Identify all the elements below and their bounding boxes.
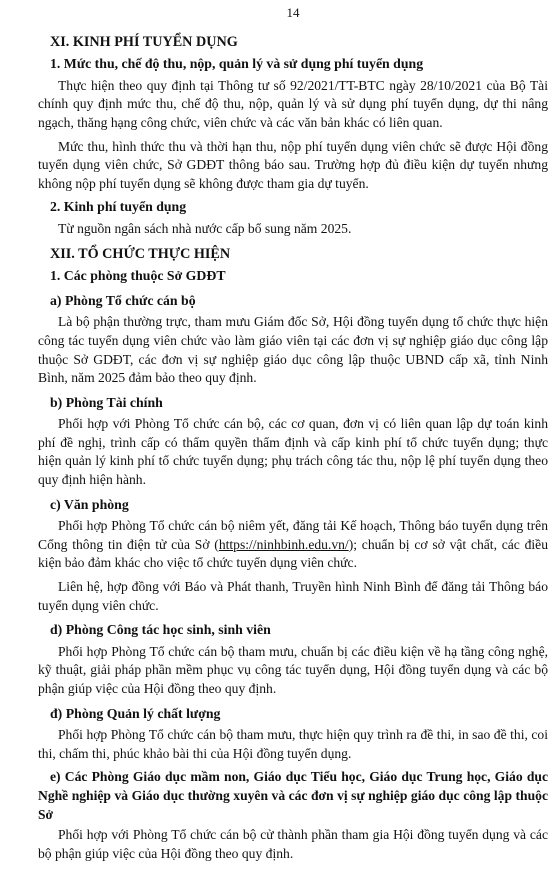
subsection-b-heading: b) Phòng Tài chính xyxy=(50,394,163,410)
paragraph: Là bộ phận thường trực, tham mưu Giám đốc Sở, Hội đồng tuyển dụng tổ chức thực hiện công tác tuyển dụng viên chức vào làm giáo viên tại các đơn vị sự nghiệp giáo dục công lập thuộc Sở GDĐT, các đơn vị sự nghiệp giáo dục công lập thuộc UBND cấp xã, tỉnh Ninh Bình, năm 2025 đảm bảo theo quy định. xyxy=(38,314,548,386)
paragraph: Liên hệ, hợp đồng với Báo và Phát thanh, Truyền hình Ninh Bình để đăng tải Thông báo tuyển dụng viên chức. xyxy=(38,579,548,613)
section-xi-1-heading: 1. Mức thu, chế độ thu, nộp, quản lý và sử dụng phí tuyển dụng xyxy=(50,56,424,72)
subsection-d-heading: d) Phòng Công tác học sinh, sinh viên xyxy=(50,622,271,638)
paragraph: Phối hợp Phòng Tổ chức cán bộ tham mưu, thực hiện quy trình ra đề thi, in sao đề thi, coi thi, chấm thi, phúc khảo bài thi của Hội đồng tuyển dụng. xyxy=(38,727,548,761)
text-span: Phối hợp Phòng Tổ chức cán bộ niêm yết, đăng tải Kế hoạch, Thông báo tuyển dụng trên Cổng thông tin điện tử của Sở ( xyxy=(38,518,548,552)
section-xii-1-heading: 1. Các phòng thuộc Sở GDĐT xyxy=(50,268,226,284)
subsection-e-heading: e) Các Phòng Giáo dục mầm non, Giáo dục Tiểu học, Giáo dục Trung học, Giáo dục Nghề nghiệp và Giáo dục thường xuyên và các đơn vị sự nghiệp giáo dục công lập thuộc Sở xyxy=(38,769,548,822)
paragraph: Từ nguồn ngân sách nhà nước cấp bổ sung năm 2025. xyxy=(58,220,352,236)
section-xi-2-heading: 2. Kinh phí tuyển dụng xyxy=(50,199,187,215)
subsection-dd-heading: đ) Phòng Quản lý chất lượng xyxy=(50,705,221,721)
paragraph: Phối hợp với Phòng Tổ chức cán bộ, các cơ quan, đơn vị có liên quan lập dự toán kinh phí đề nghị, trình cấp có thẩm quyền thẩm định và cấp kinh phí tổ chức tuyển dụng; thực hiện quản lý kinh phí tổ chức tuyển dụng; phụ trách công tác thu, nộp lệ phí tuyển dụng theo quy định hiện hành. xyxy=(38,416,548,488)
paragraph: Phối hợp Phòng Tổ chức cán bộ tham mưu, chuẩn bị các điều kiện về hạ tầng công nghệ, kỹ thuật, giải pháp phần mềm phục vụ công tác tuyển dụng, Hội đồng tuyển dụng và các bộ phận giúp việc của Hội đồng theo quy định. xyxy=(38,643,548,696)
text-span: ); chuẩn bị cơ sở vật chất, các điều kiện bảo đảm khác cho việc tổ chức tuyển dụng viên chức. xyxy=(38,536,549,571)
paragraph: Thực hiện theo quy định tại Thông tư số 92/2021/TT-BTC ngày 28/10/2021 của Bộ Tài chính quy định mức thu, chế độ thu, nộp, quản lý và sử dụng phí tuyển dụng, dự thi nâng ngạch, thăng hạng công chức, viên chức và các văn bản khác có liên quan. xyxy=(38,77,548,130)
section-xi-heading: XI. KINH PHÍ TUYỂN DỤNG xyxy=(50,33,238,50)
subsection-a-heading: a) Phòng Tổ chức cán bộ xyxy=(50,292,196,308)
paragraph: Mức thu, hình thức thu và thời hạn thu, nộp phí tuyển dụng viên chức sẽ được Hội đồng tuyển dụng viên chức, Sở GDĐT thông báo sau. Trường hợp đủ điều kiện dự tuyển nhưng không nộp phí tuyển dụng sẽ không được tham gia dự tuyển. xyxy=(38,138,548,191)
subsection-c-heading: c) Văn phòng xyxy=(50,496,129,512)
website-link[interactable]: https://ninhbinh.edu.vn/ xyxy=(218,536,349,552)
paragraph xyxy=(38,517,548,573)
page-number: 14 xyxy=(286,5,300,20)
section-xii-heading: XII. TỔ CHỨC THỰC HIỆN xyxy=(50,245,231,262)
paragraph: Phối hợp với Phòng Tổ chức cán bộ cử thành phần tham gia Hội đồng tuyển dụng và các bộ phận giúp việc của Hội đồng theo quy định. xyxy=(38,827,548,861)
